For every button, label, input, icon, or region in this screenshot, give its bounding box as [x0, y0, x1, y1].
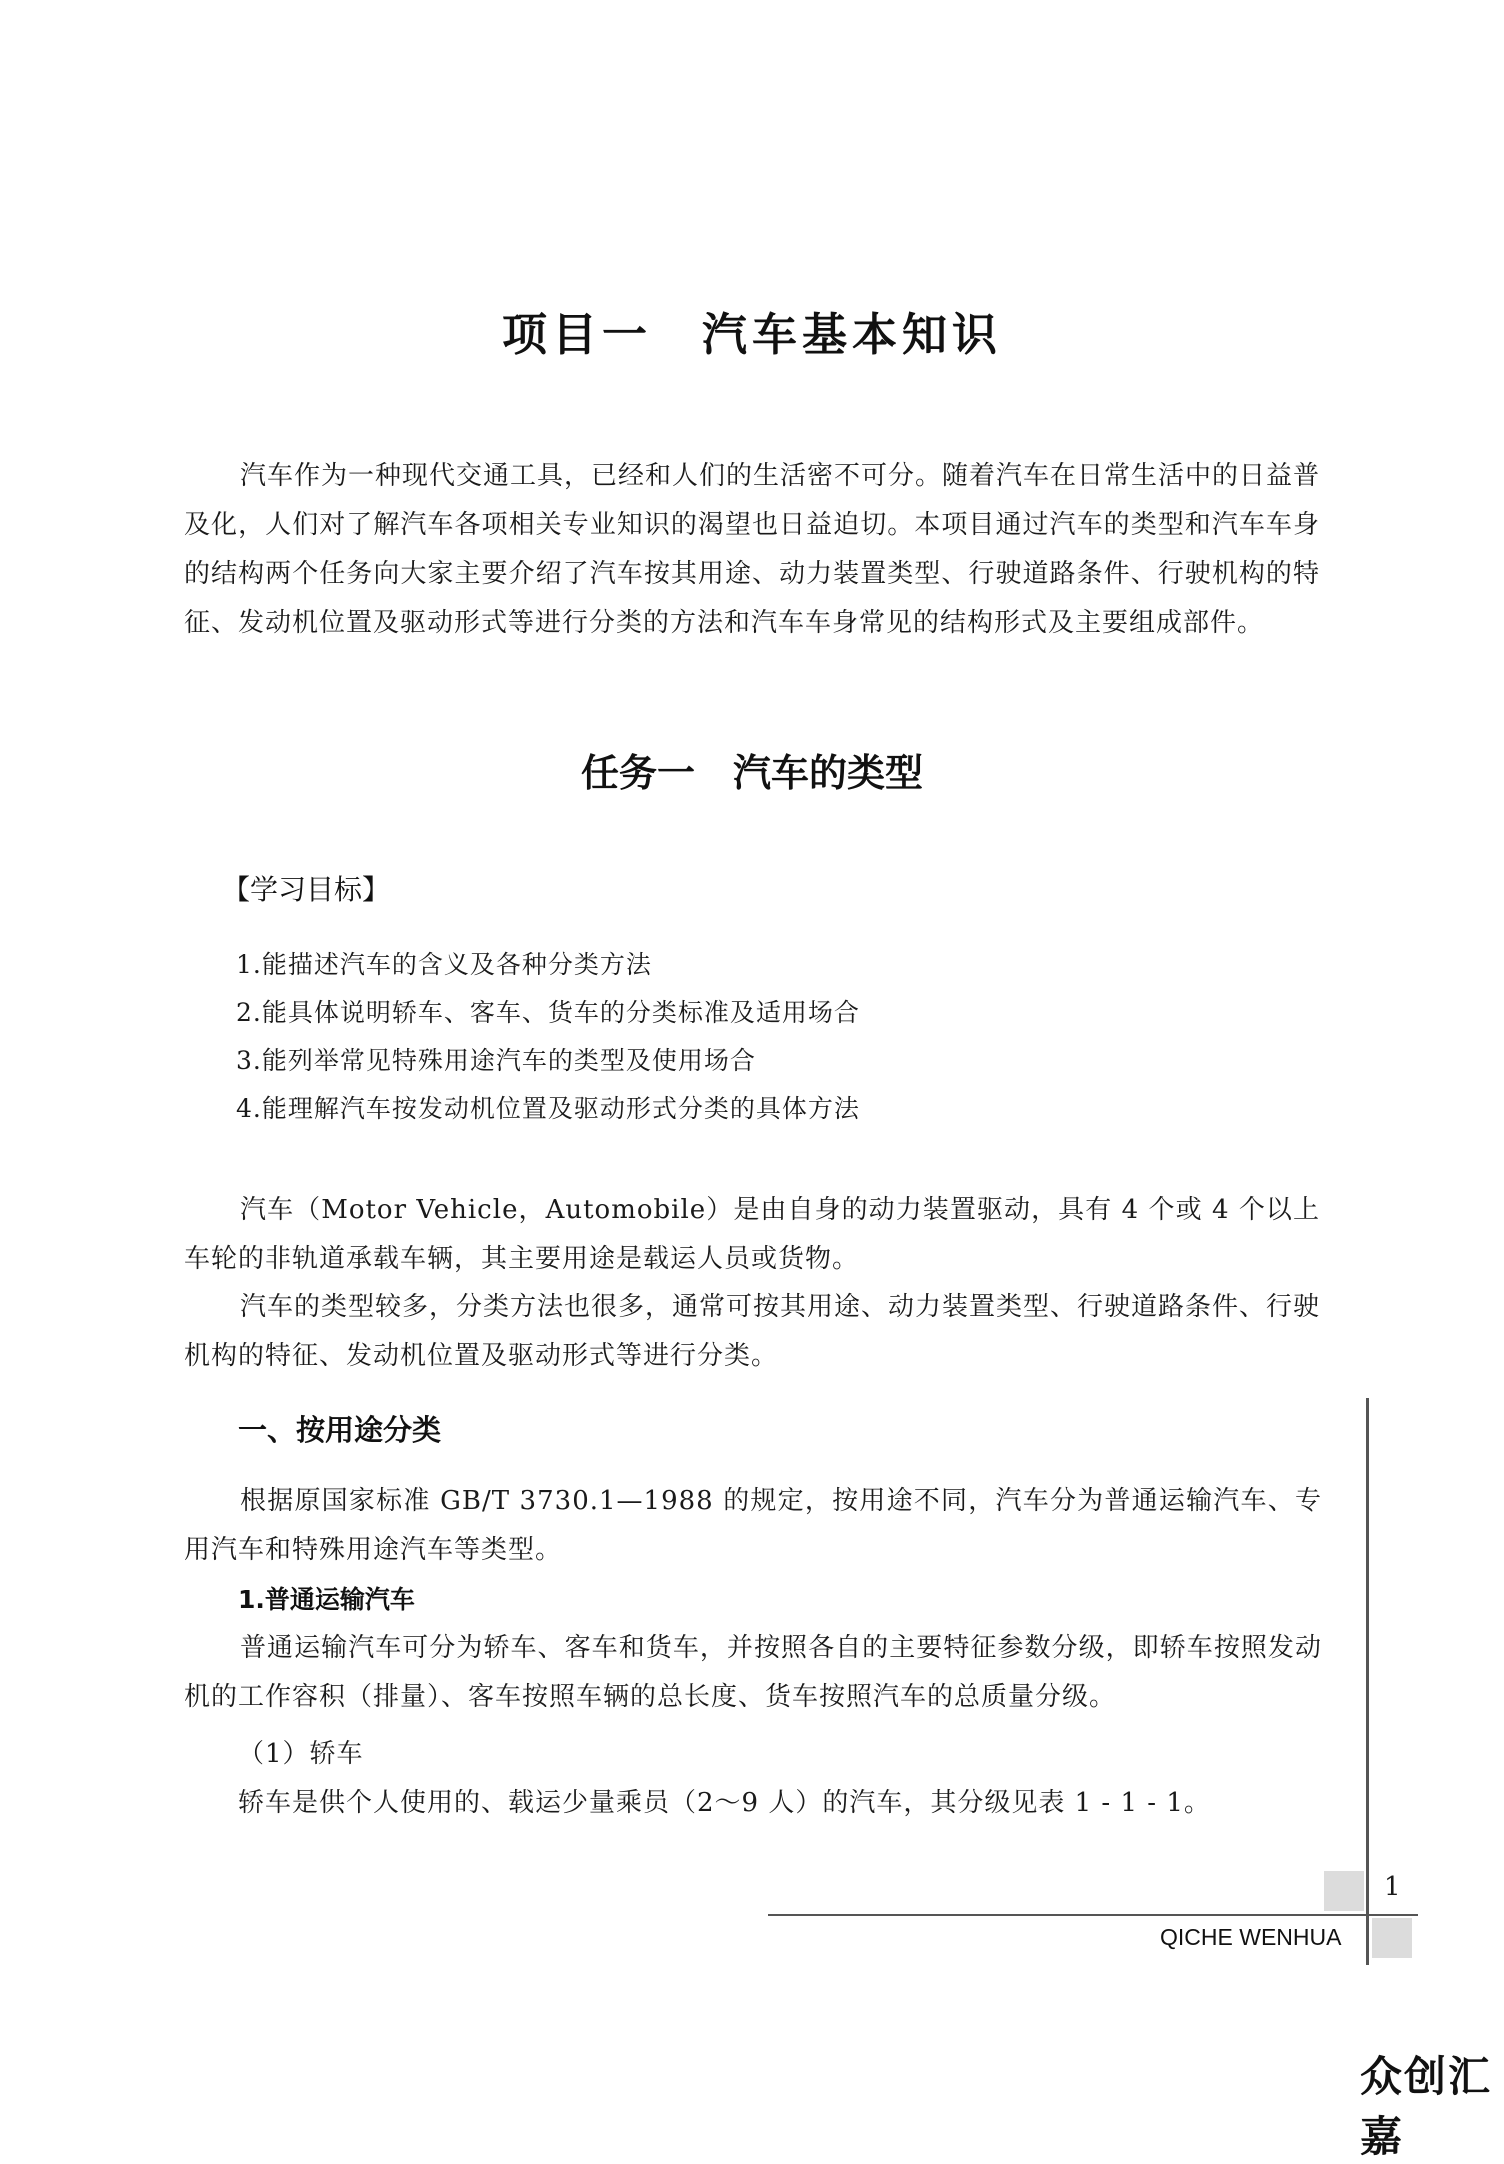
footer-horizontal-rule — [768, 1914, 1418, 1916]
footer-vertical-rule — [1366, 1398, 1369, 1965]
definition-paragraph: 汽车（Motor Vehicle，Automobile）是由自身的动力装置驱动，具有 4 个或 4 个以上车轮的非轨道承载车辆，其主要用途是载运人员或货物。 — [184, 1195, 1320, 1274]
page-number: 1 — [1384, 1872, 1401, 1902]
standard-paragraph: 根据原国家标准 GB/T 3730.1—1988 的规定，按用途不同，汽车分为普通运输汽车、专用汽车和特殊用途汽车等类型。 — [184, 1486, 1322, 1565]
chapter-title: 项目一 汽车基本知识 — [501, 308, 1002, 361]
car-item-heading: （1）轿车 — [238, 1739, 364, 1769]
objective-item: 4.能理解汽车按发动机位置及驱动形式分类的具体方法 — [236, 1094, 860, 1123]
footer-gray-square — [1372, 1918, 1412, 1958]
learning-objectives-list — [236, 941, 860, 1133]
learning-objectives-header: 【学习目标】 — [222, 873, 391, 906]
subsection-heading: 1.普通运输汽车 — [238, 1585, 415, 1614]
task-title: 任务一 汽车的类型 — [580, 751, 923, 795]
car-paragraph: 轿车是供个人使用的、载运少量乘员（2～9 人）的汽车，其分级见表 1 - 1 - 1。 — [238, 1788, 1211, 1818]
objective-item: 2.能具体说明轿车、客车、货车的分类标准及适用场合 — [236, 998, 860, 1027]
section-heading: 一、按用途分类 — [238, 1413, 442, 1447]
objective-item: 1.能描述汽车的含义及各种分类方法 — [236, 950, 652, 979]
intro-paragraph: 汽车作为一种现代交通工具，已经和人们的生活密不可分。随着汽车在日常生活中的日益普及化，人们对了解汽车各项相关专业知识的渴望也日益迫切。本项目通过汽车的类型和汽车车身的结构两个任务向大家主要介绍了汽车按其用途、动力装置类型、行驶道路条件、行驶机构的特征、发动机位置及驱动形式等进行分类的方法和汽车车身常见的结构形式及主要组成部件。 — [184, 461, 1321, 638]
objective-item: 3.能列举常见特殊用途汽车的类型及使用场合 — [236, 1046, 756, 1075]
footer-gray-square — [1324, 1871, 1364, 1911]
transport-paragraph: 普通运输汽车可分为轿车、客车和货车，并按照各自的主要特征参数分级，即轿车按照发动机的工作容积（排量）、客车按照车辆的总长度、货车按照汽车的总质量分级。 — [184, 1633, 1322, 1712]
types-paragraph: 汽车的类型较多，分类方法也很多，通常可按其用途、动力装置类型、行驶道路条件、行驶机构的特征、发动机位置及驱动形式等进行分类。 — [184, 1292, 1321, 1371]
watermark-logo: 众创汇嘉 — [1360, 2052, 1493, 2161]
running-footer-title: QICHE WENHUA — [1160, 1924, 1342, 1950]
